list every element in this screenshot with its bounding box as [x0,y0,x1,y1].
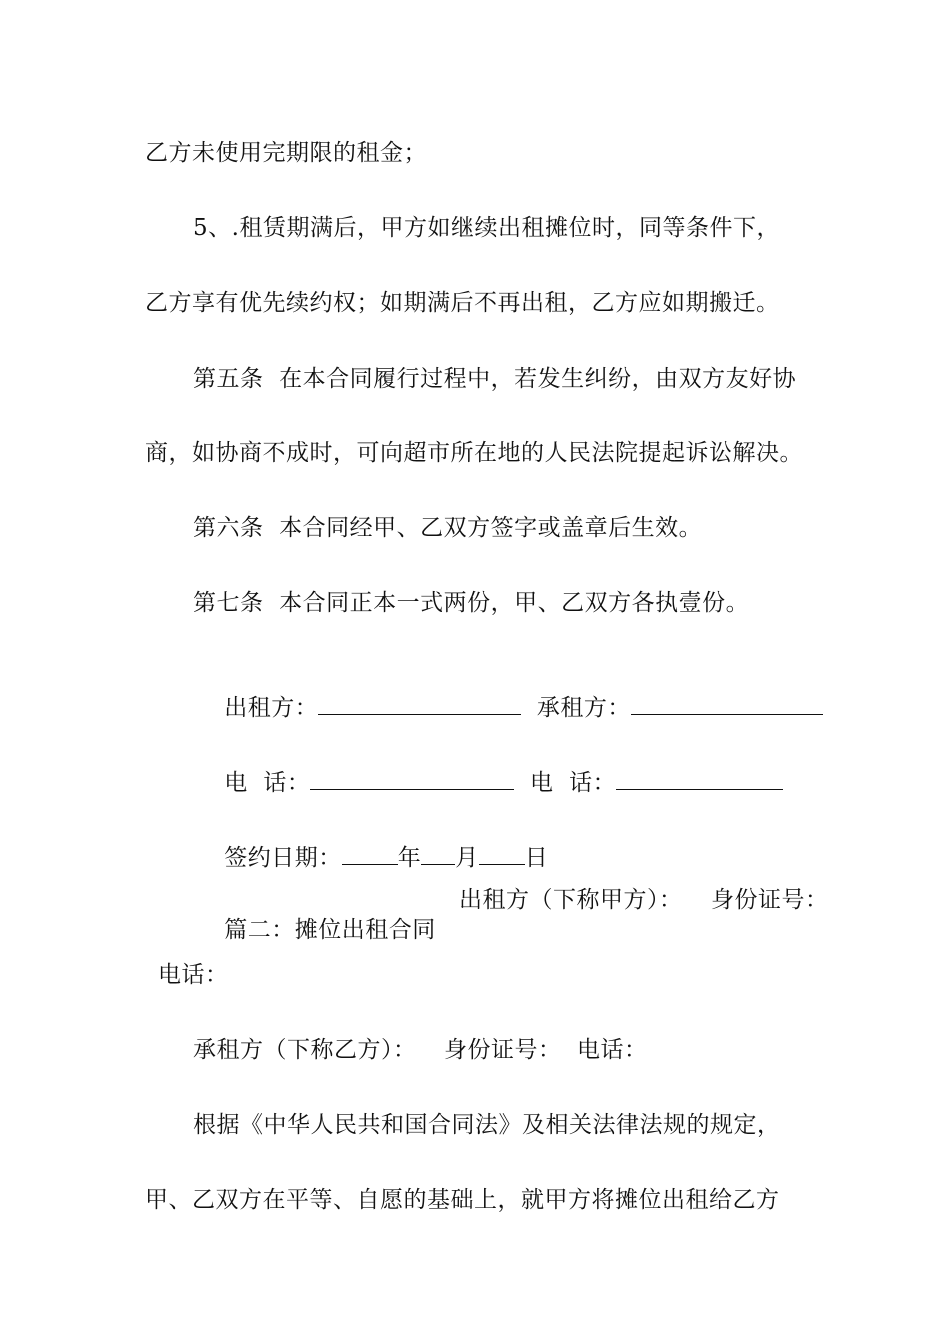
part2-heading-row [193,885,436,975]
part2-phone-2: 电话： [577,1037,648,1063]
paragraph-line: 乙方未使用完期限的租金； [145,140,427,166]
part2-id-1: 身份证号： [711,887,829,913]
lessee-label: 承租方： [536,695,631,721]
phone-label-lessor: 电 话： [224,770,311,796]
paragraph-line: 根据《中华人民共和国合同法》及相关法律法规的规定， [193,1112,781,1138]
paragraph-line: 商，如协商不成时，可向超市所在地的人民法院提起诉讼解决。 [145,440,803,466]
part2-lessee: 承租方（下称乙方）： [193,1037,417,1063]
part2-lessor: 出租方（下称甲方）： [459,887,683,913]
paragraph-line: 第七条 本合同正本一式两份，甲、乙双方各执壹份。 [193,590,750,616]
phone-label-lessee: 电 话： [530,770,617,796]
year-label: 年 [397,845,422,871]
lessor-blank [318,692,521,715]
month-label: 月 [455,845,479,871]
part2-phone-1: 电话： [158,962,229,988]
paragraph-line: 第五条 在本合同履行过程中，若发生纠纷，由双方友好协 [193,366,797,392]
phone-blank-lessee [616,767,783,790]
part2-id-2: 身份证号： [444,1037,562,1063]
day-blank [479,842,525,865]
paragraph-line: 甲、乙双方在平等、自愿的基础上，就甲方将摊位出租给乙方 [145,1187,780,1213]
paragraph-line: 5、.租赁期满后，甲方如继续出租摊位时，同等条件下， [193,215,780,241]
paragraph-line: 乙方享有优先续约权；如期满后不再出租，乙方应如期搬迁。 [145,290,780,316]
spacer [521,695,537,721]
phone-blank-lessor [310,767,514,790]
year-blank [342,842,398,865]
lessor-label: 出租方： [224,695,319,721]
date-label: 签约日期： [224,845,342,871]
spacer [514,770,530,796]
day-label: 日 [524,845,549,871]
lessee-blank [631,692,823,715]
paragraph-line: 第六条 本合同经甲、乙双方签字或盖章后生效。 [193,515,703,541]
month-blank [421,842,455,865]
part2-heading: 篇二：摊位出租合同 [224,917,436,943]
